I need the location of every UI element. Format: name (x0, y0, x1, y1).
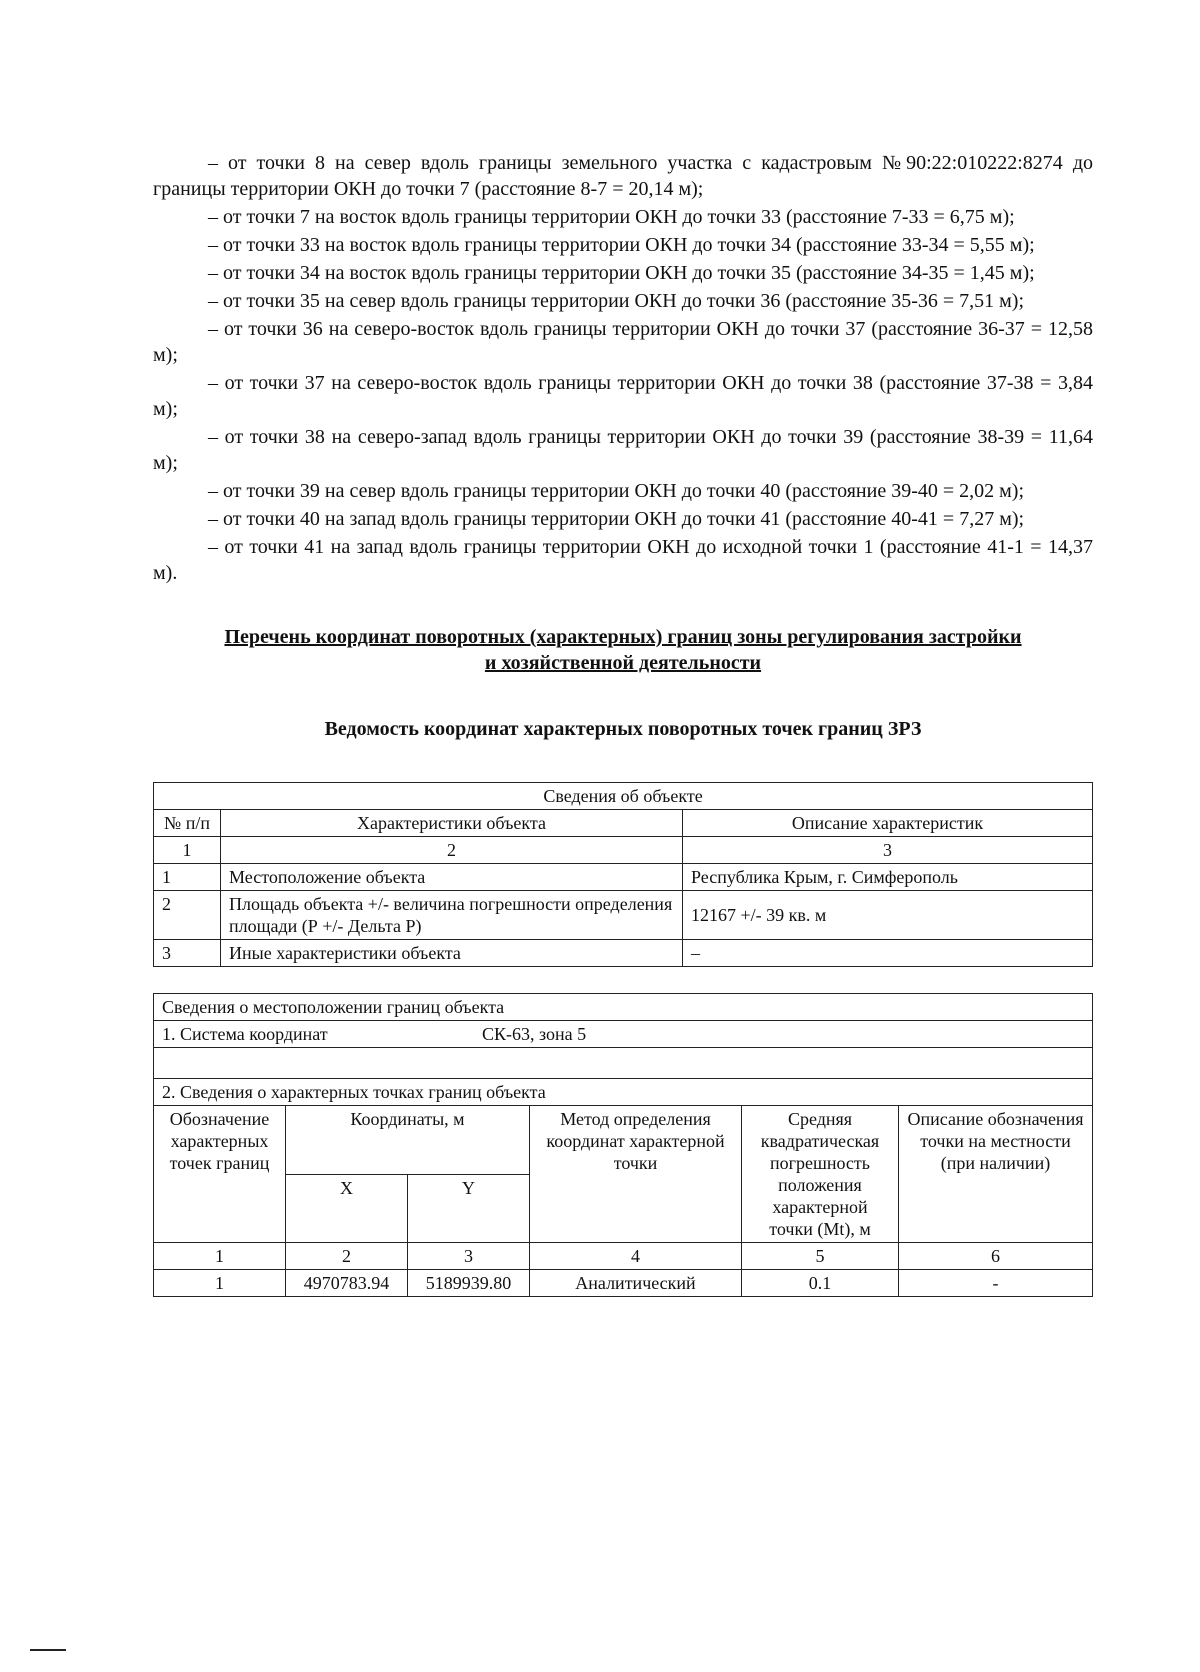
row-characteristic: Местоположение объекта (221, 864, 683, 891)
table-row (154, 891, 1093, 940)
table-title: Сведения о местоположении границ объекта (154, 994, 1093, 1021)
point-designation: 1 (154, 1270, 286, 1297)
column-header-characteristics: Характеристики объекта (221, 810, 683, 837)
paragraph: – от точки 7 на восток вдоль границы территории ОКН до точки 33 (расстояние 7-33 = 6,75 м); (208, 206, 1015, 228)
paragraph: – от точки 34 на восток вдоль границы территории ОКН до точки 35 (расстояние 34-35 = 1,45 м); (208, 262, 1035, 284)
table-row (154, 864, 1093, 891)
index-cell: 3 (683, 837, 1093, 864)
paragraph: – от точки 38 на северо-запад вдоль границы территории ОКН до точки 39 (расстояние 38-39 = 11,64 м); (153, 426, 1093, 474)
column-header-y: Y (408, 1174, 530, 1243)
table-title: Сведения об объекте (154, 783, 1093, 810)
points-section-title: 2. Сведения о характерных точках границ объекта (154, 1079, 1093, 1106)
column-header-coordinates: Координаты, м (286, 1106, 530, 1175)
paragraph: – от точки 41 на запад вдоль границы территории ОКН до исходной точки 1 (расстояние 41-1 = 14,37 м). (153, 536, 1093, 584)
boundary-description (153, 150, 1093, 586)
point-method: Аналитический (530, 1270, 742, 1297)
row-description: 12167 +/- 39 кв. м (683, 891, 1093, 940)
column-header-point-description: Описание обозначения точки на местности (при наличии) (899, 1106, 1093, 1243)
document-page (153, 150, 1093, 1297)
column-header-x: X (286, 1174, 408, 1243)
object-info-table (153, 782, 1093, 967)
column-header-description: Описание характеристик (683, 810, 1093, 837)
index-cell: 2 (221, 837, 683, 864)
row-number: 3 (154, 940, 221, 967)
boundary-location-table (153, 993, 1093, 1297)
paragraph: – от точки 36 на северо-восток вдоль границы территории ОКН до точки 37 (расстояние 36-37 = 12,58 м); (153, 318, 1093, 366)
paragraph: – от точки 33 на восток вдоль границы территории ОКН до точки 34 (расстояние 33-34 = 5,55 м); (208, 234, 1035, 256)
section-heading (153, 624, 1093, 676)
row-description: Республика Крым, г. Симферополь (683, 864, 1093, 891)
column-header-designation: Обозначение характерных точек границ (154, 1106, 286, 1243)
paragraph: – от точки 40 на запад вдоль границы территории ОКН до точки 41 (расстояние 40-41 = 7,27 м); (208, 508, 1025, 530)
column-header-error: Средняя квадратическая погрешность положения характерной точки (Mt), м (742, 1106, 899, 1243)
section-heading-line: Перечень координат поворотных (характерных) границ зоны регулирования застройки (224, 626, 1022, 648)
paragraph: – от точки 8 на север вдоль границы земельного участка с кадастровым №90:22:010222:8274 до границы территории ОКН до точки 7 (расстояние 8-7 = 20,14 м); (153, 152, 1093, 200)
row-characteristic: Площадь объекта +/- величина погрешности определения площади (Р +/- Дельта Р) (221, 891, 683, 940)
paragraph: – от точки 39 на север вдоль границы территории ОКН до точки 40 (расстояние 39-40 = 2,02 м); (208, 480, 1025, 502)
row-description: – (683, 940, 1093, 967)
coordinate-system-label: 1. Система координат (162, 1024, 328, 1044)
index-cell: 1 (154, 1243, 286, 1270)
coordinate-system-value: СК-63, зона 5 (482, 1024, 587, 1044)
index-cell: 2 (286, 1243, 408, 1270)
row-number: 1 (154, 864, 221, 891)
table-row (154, 1270, 1093, 1297)
index-cell: 6 (899, 1243, 1093, 1270)
coordinate-system-row (154, 1021, 1093, 1048)
page-edge-mark (30, 1649, 66, 1651)
index-cell: 1 (154, 837, 221, 864)
paragraph: – от точки 35 на север вдоль границы территории ОКН до точки 36 (расстояние 35-36 = 7,51 м); (208, 290, 1025, 312)
index-cell: 3 (408, 1243, 530, 1270)
row-characteristic: Иные характеристики объекта (221, 940, 683, 967)
point-y: 5189939.80 (408, 1270, 530, 1297)
paragraph: – от точки 37 на северо-восток вдоль границы территории ОКН до точки 38 (расстояние 37-38 = 3,84 м); (153, 372, 1093, 420)
point-description: - (899, 1270, 1093, 1297)
statement-heading: Ведомость координат характерных поворотных точек границ ЗРЗ (324, 718, 922, 740)
point-error: 0.1 (742, 1270, 899, 1297)
column-header-number: № п/п (154, 810, 221, 837)
blank-row (154, 1048, 1093, 1079)
point-x: 4970783.94 (286, 1270, 408, 1297)
section-heading-line: и хозяйственной деятельности (484, 652, 762, 674)
table-row (154, 940, 1093, 967)
index-cell: 4 (530, 1243, 742, 1270)
column-header-method: Метод определения координат характерной точки (530, 1106, 742, 1243)
index-cell: 5 (742, 1243, 899, 1270)
row-number: 2 (154, 891, 221, 940)
